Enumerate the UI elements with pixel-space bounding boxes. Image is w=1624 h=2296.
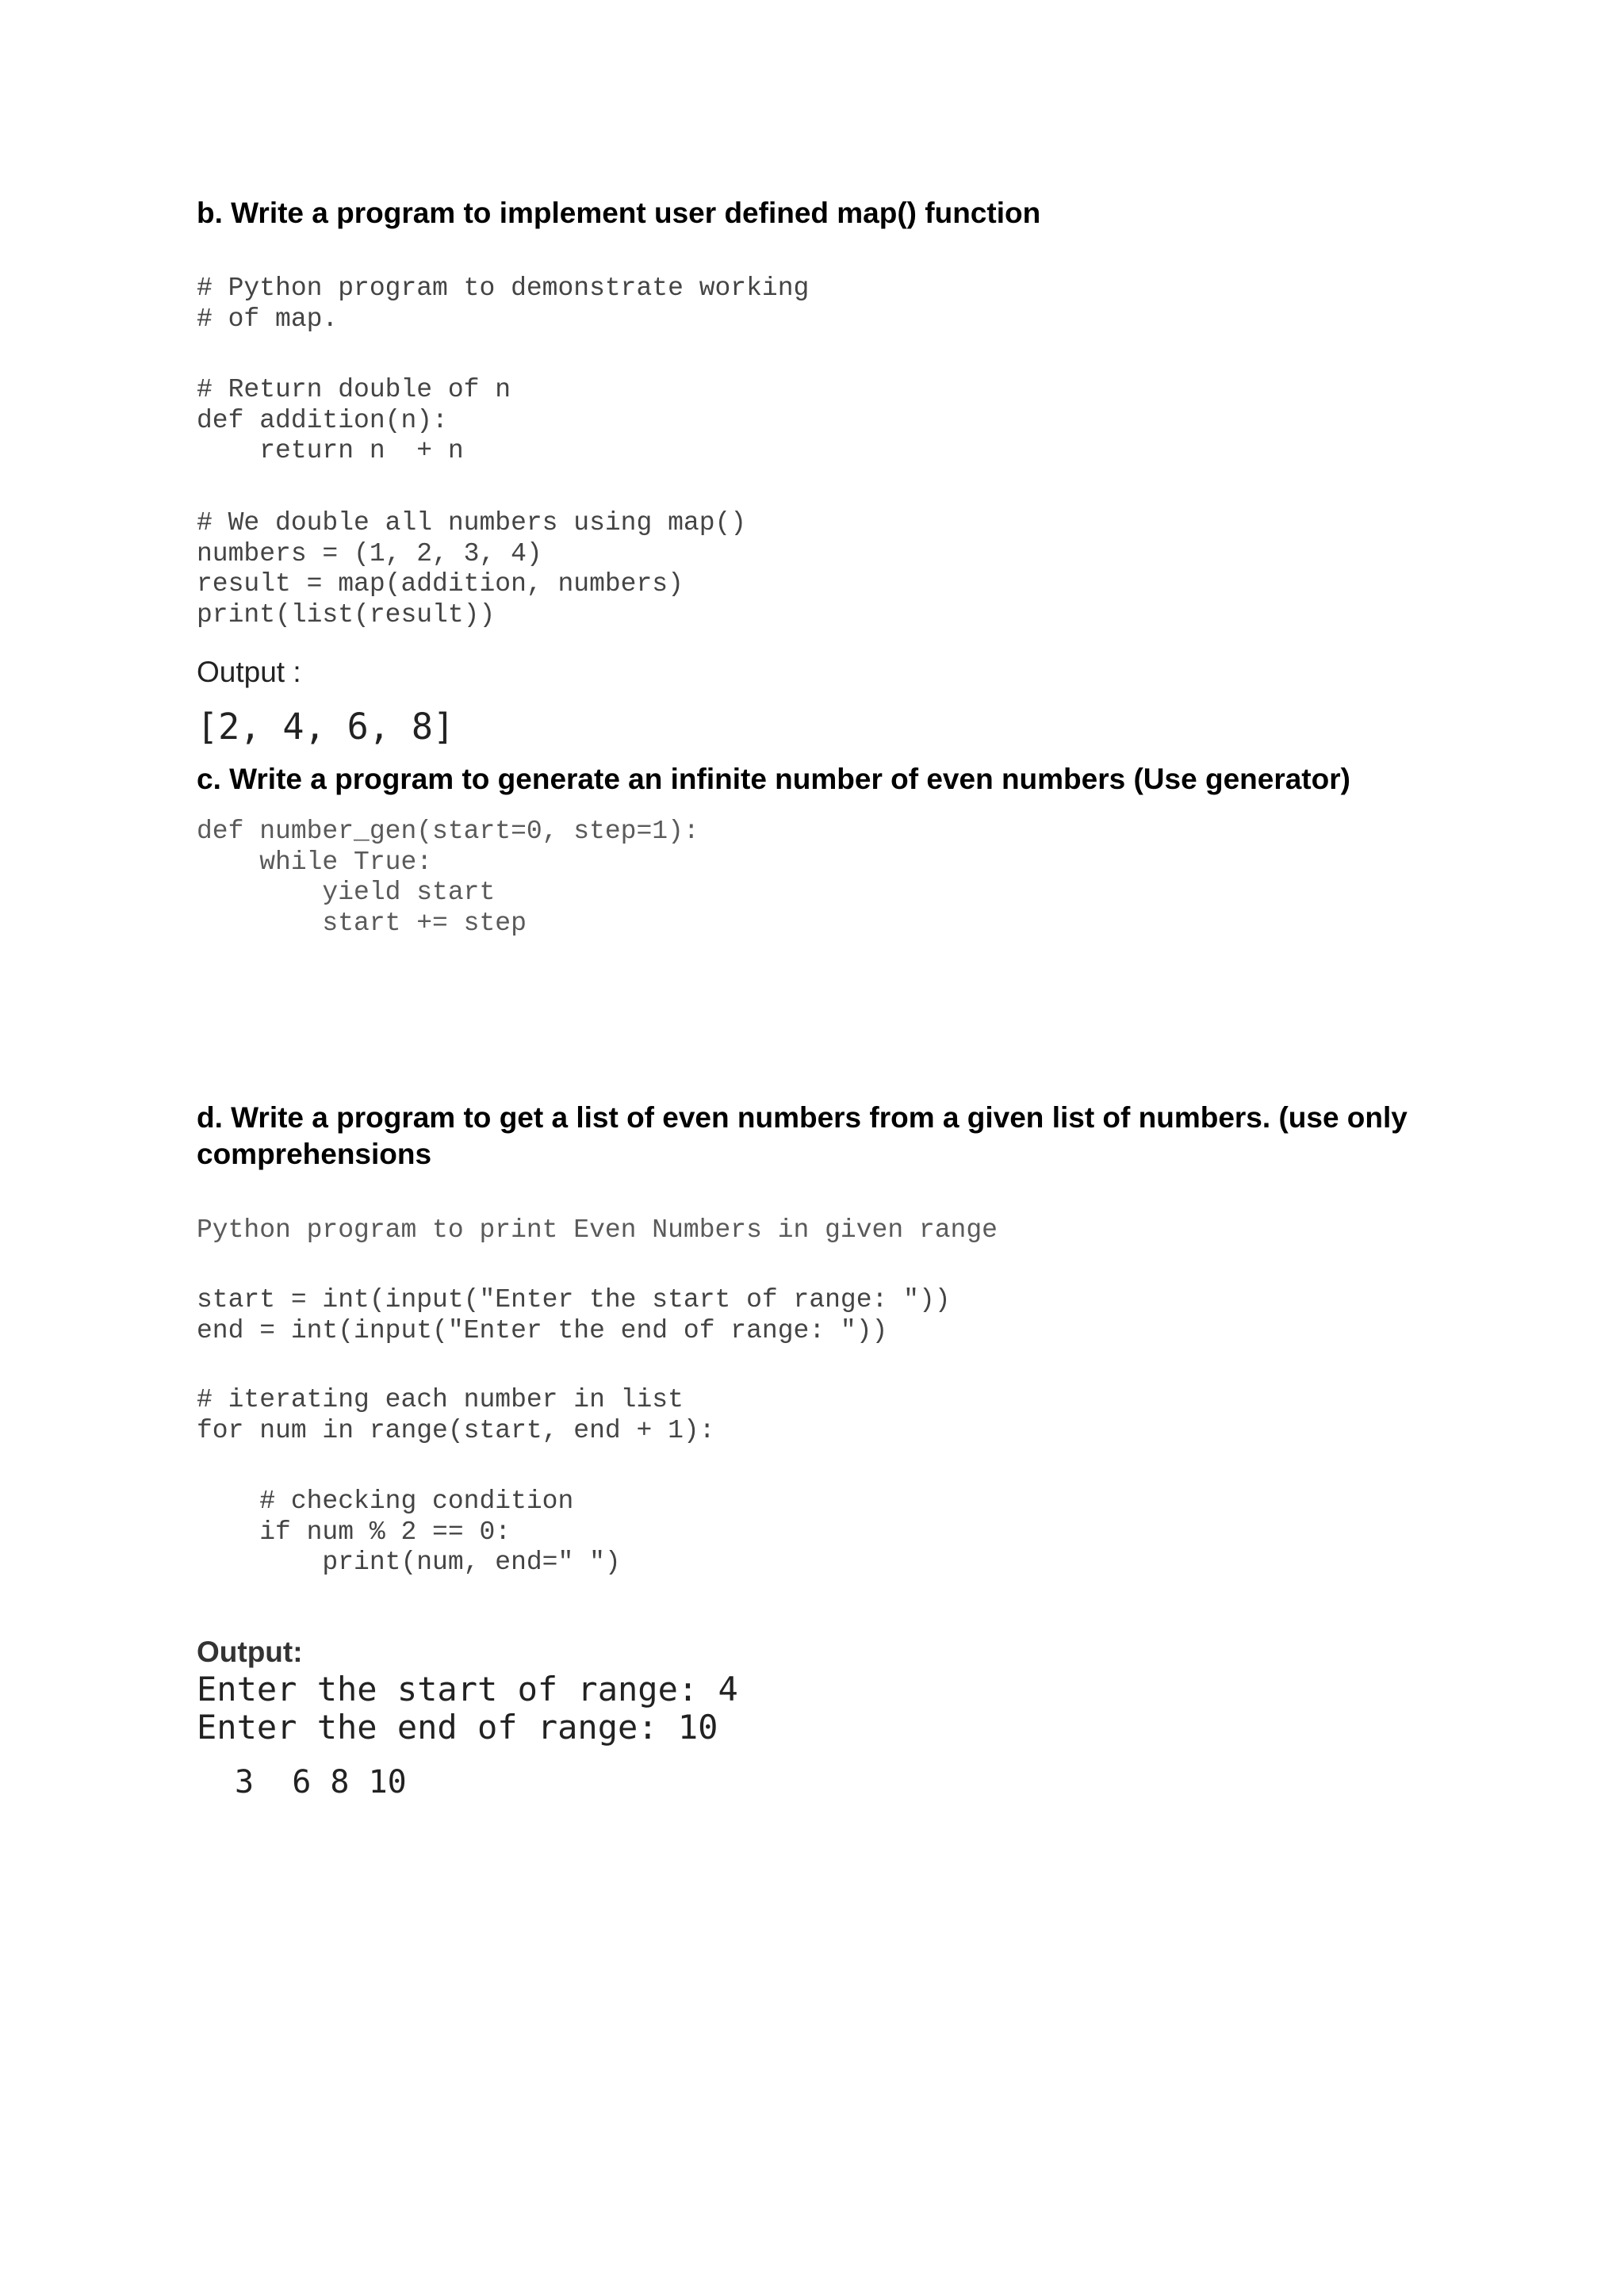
section-d-code-loop: # iterating each number in list for num in range(start, end + 1): (197, 1385, 715, 1445)
section-c-code: def number_gen(start=0, step=1): while True: yield start start += step (197, 817, 699, 938)
section-d-heading-line-1: d. Write a program to get a list of even numbers from a given list of numbers. (use only (197, 1101, 1408, 1134)
section-b-output-value: [2, 4, 6, 8] (197, 706, 455, 748)
section-b-output-label: Output : (197, 656, 301, 688)
section-d-output-label: Output: (197, 1636, 303, 1668)
section-d-output-numbers: 3 6 8 10 (235, 1764, 407, 1800)
section-b-code-comment: # Python program to demonstrate working # of map. (197, 274, 810, 334)
section-d-code-condition: # checking condition if num % 2 == 0: print(num, end=" ") (259, 1487, 621, 1577)
section-c-heading: c. Write a program to generate an infinite number of even numbers (Use generator) (197, 763, 1350, 795)
section-d-heading-line-2: comprehensions (197, 1138, 432, 1170)
section-b-code-main: # We double all numbers using map() numbers = (1, 2, 3, 4) result = map(addition, numbers) print(list(result)) (197, 508, 747, 629)
section-d-code-title: Python program to print Even Numbers in given range (197, 1215, 998, 1245)
section-b-code-function: # Return double of n def addition(n): return n + n (197, 375, 511, 465)
section-d-code-input: start = int(input("Enter the start of range: ")) end = int(input("Enter the end of range: ")) (197, 1285, 951, 1345)
section-d-output-lines: Enter the start of range: 4 Enter the end of range: 10 (197, 1670, 738, 1747)
section-b-heading: b. Write a program to implement user defined map() function (197, 197, 1041, 229)
